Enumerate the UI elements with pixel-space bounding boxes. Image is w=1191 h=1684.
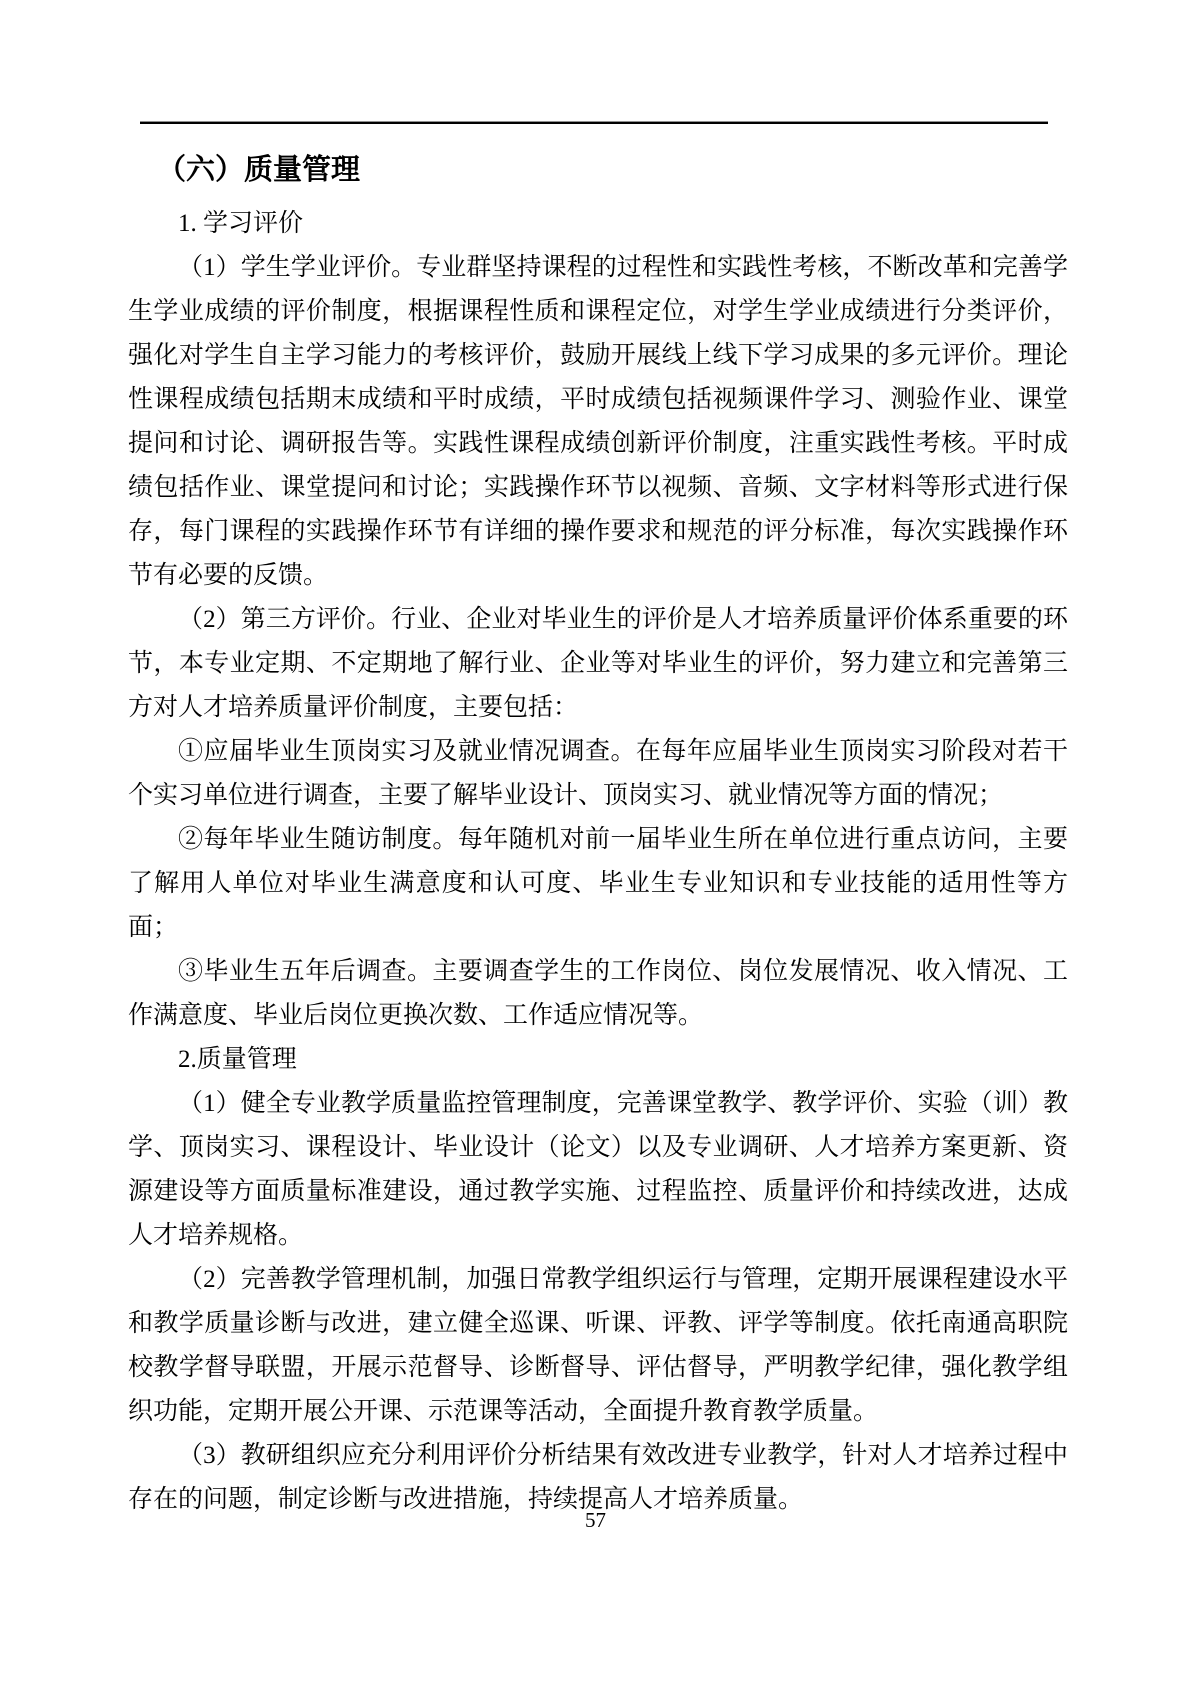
list-item-graduate-follow-up: ②每年毕业生随访制度。每年随机对前一届毕业生所在单位进行重点访问，主要了解用人单位对毕业生满意度和认可度、毕业生专业知识和专业技能的适用性等方面； [128, 826, 1068, 941]
list-item-intern-employment-survey: ①应届毕业生顶岗实习及就业情况调查。在每年应届毕业生顶岗实习阶段对若干个实习单位进行调查，主要了解毕业设计、顶岗实习、就业情况等方面的情况； [128, 738, 1068, 809]
subheading-quality-management: 2.质量管理 [178, 1046, 297, 1073]
page-number: 57 [585, 1508, 606, 1532]
page-footer [0, 1508, 1191, 1533]
paragraph-third-party-evaluation: （2）第三方评价。行业、企业对毕业生的评价是人才培养质量评价体系重要的环节，本专业定期、不定期地了解行业、企业等对毕业生的评价，努力建立和完善第三方对人才培养质量评价制度，主要包括： [128, 606, 1068, 721]
paragraph-student-academic-evaluation: （1）学生学业评价。专业群坚持课程的过程性和实践性考核，不断改革和完善学生学业成绩的评价制度，根据课程性质和课程定位，对学生学业成绩进行分类评价，强化对学生自主学习能力的考核评价，鼓励开展线上线下学习成果的多元评价。理论性课程成绩包括期末成绩和平时成绩，平时成绩包括视频课件学习、测验作业、课堂提问和讨论、调研报告等。实践性课程成绩创新评价制度，注重实践性考核。平时成绩包括作业、课堂提问和讨论；实践操作环节以视频、音频、文字材料等形式进行保存，每门课程的实践操作环节有详细的操作要求和规范的评分标准，每次实践操作环节有必要的反馈。 [128, 254, 1068, 589]
list-item-five-year-survey: ③毕业生五年后调查。主要调查学生的工作岗位、岗位发展情况、收入情况、工作满意度、毕业后岗位更换次数、工作适应情况等。 [128, 958, 1068, 1029]
paragraph-quality-monitoring-system: （1）健全专业教学质量监控管理制度，完善课堂教学、教学评价、实验（训）教学、顶岗实习、课程设计、毕业设计（论文）以及专业调研、人才培养方案更新、资源建设等方面质量标准建设，通过教学实施、过程监控、质量评价和持续改进，达成人才培养规格。 [128, 1090, 1068, 1249]
subheading-study-evaluation: 1. 学习评价 [178, 210, 304, 237]
section-heading: （六）质量管理 [157, 154, 361, 186]
document-content [128, 124, 1068, 1522]
document-body [128, 202, 1068, 1522]
paragraph-teaching-research-improvement: （3）教研组织应充分利用评价分析结果有效改进专业教学，针对人才培养过程中存在的问题，制定诊断与改进措施，持续提高人才培养质量。 [128, 1442, 1068, 1513]
paragraph-teaching-management-mechanism: （2）完善教学管理机制，加强日常教学组织运行与管理，定期开展课程建设水平和教学质量诊断与改进，建立健全巡课、听课、评教、评学等制度。依托南通高职院校教学督导联盟，开展示范督导、诊断督导、评估督导，严明教学纪律，强化教学组织功能，定期开展公开课、示范课等活动，全面提升教育教学质量。 [128, 1266, 1068, 1425]
